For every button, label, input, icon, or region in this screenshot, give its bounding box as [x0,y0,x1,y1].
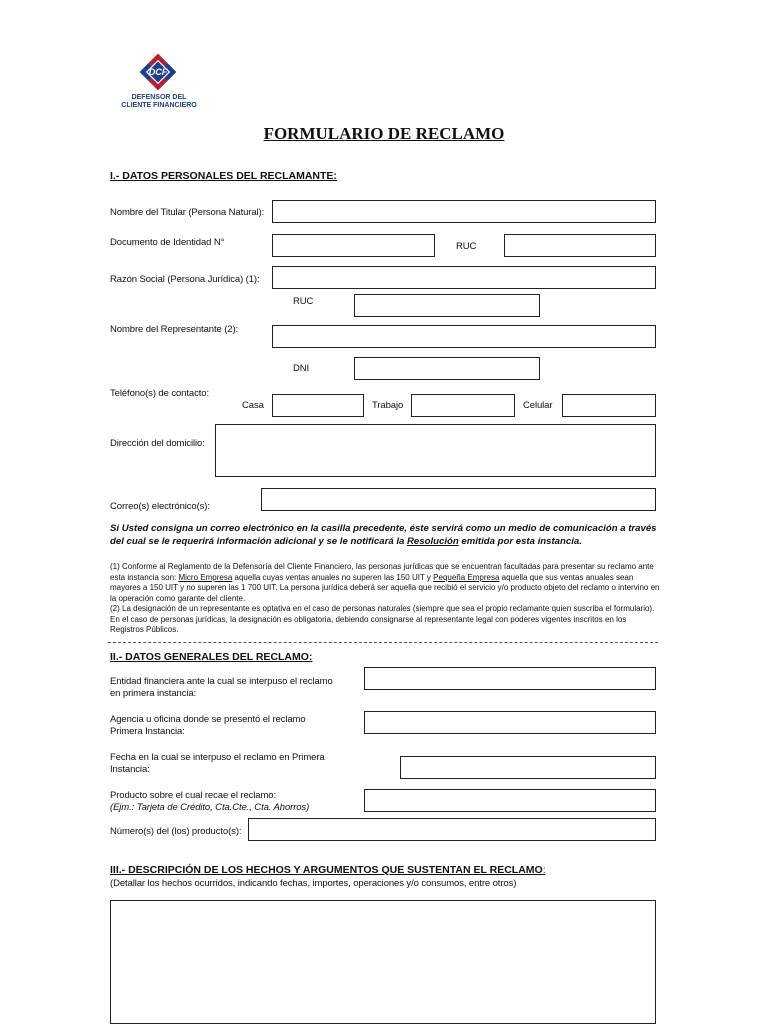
nombre-titular-input[interactable] [272,200,656,223]
correo-label: Correo(s) electrónico(s): [110,501,210,512]
section-1-heading: I.- DATOS PERSONALES DEL RECLAMANTE: [110,170,337,182]
nombre-titular-label: Nombre del Titular (Persona Natural): [110,207,265,218]
razon-social-label: Razón Social (Persona Jurídica) (1): [110,274,260,285]
notice-text-end: emitida por esta instancia. [458,535,582,547]
fecha-label-1: Fecha en la cual se interpuso el reclamo en Primera [110,752,325,763]
logo-badge-text: DCF [148,67,168,77]
producto-label-2: (Ejm.: Tarjeta de Crédito, Cta.Cte., Cta. Ahorros) [110,802,310,813]
agencia-label-2: Primera Instancia: [110,726,185,737]
section-2-heading: II.- DATOS GENERALES DEL RECLAMO: [110,651,313,663]
representante-input[interactable] [272,325,656,348]
section-3-colon: : [542,864,546,876]
trabajo-label: Trabajo [372,400,404,411]
footnote-1-text-c: aquella que sus ventas anuales sean mayores a 150 UIT y no superen las 1 700 UIT. La persona jurídica deberá ser aquella que recibió el servicio y/o producto objeto del reclamo o intervino en la operación como garante del cliente. [110,572,660,603]
footnote-1-text: (1) Conforme al Reglamento de la Defensoría del Cliente Financiero, las personas jurídicas que se encuentran facultadas para presentar su reclamo ante esta instancia son: [110,562,654,582]
agencia-input[interactable] [364,711,656,734]
entidad-label-2: en primera instancia: [110,688,197,699]
email-notice [110,523,660,548]
footnote-1-micro: Micro Empresa [178,572,233,582]
notice-resolucion: Resolución [407,535,459,547]
direccion-label: Dirección del domicilio: [110,438,205,449]
entidad-input[interactable] [364,667,656,690]
producto-input[interactable] [364,789,656,812]
separator-line [108,642,658,643]
documento-label: Documento de Identidad N° [110,237,225,248]
telefono-label: Teléfono(s) de contacto: [110,388,209,399]
razon-social-input[interactable] [272,266,656,289]
notice-text: Si Usted consigna un correo electrónico en la casilla precedente, éste servirá como un medio de comunicación a través del cual se le requerirá información adicional y se le notificará la [110,523,657,547]
descripcion-textarea[interactable] [110,900,656,1024]
telefono-celular-input[interactable] [562,394,656,417]
dni-input[interactable] [354,357,540,380]
form-title [0,124,768,144]
ruc-input[interactable] [504,234,656,257]
logo-line-1: DEFENSOR DEL [131,94,187,101]
ruc-juridica-label: RUC [293,296,314,307]
numero-label: Número(s) del (los) producto(s): [110,826,242,837]
celular-label: Celular [523,400,553,411]
footnote-2: (2) La designación de un representante es optativa en el caso de personas naturales (siempre que sea el propio reclamante quien suscriba el formulario). En el caso de personas jurídicas, la designación es obligatoria, debiendo consignarse al representante legal con poderes vigentes inscritos en los Registros Públicos. [110,604,655,634]
producto-label-1: Producto sobre el cual recae el reclamo: [110,790,277,801]
ruc-juridica-input[interactable] [354,294,540,317]
logo-line-2: CLIENTE FINANCIERO [121,102,197,109]
section-3-instructions: (Detallar los hechos ocurridos, indicando fechas, importes, operaciones y/o consumos, entre otros) [110,878,517,889]
telefono-trabajo-input[interactable] [411,394,515,417]
footnote-1-text-b: aquella cuyas ventas anuales no superen las 150 UIT y [232,572,434,582]
section-3-heading-text: III.- DESCRIPCIÓN DE LOS HECHOS Y ARGUMENTOS QUE SUSTENTAN EL RECLAMO [110,864,543,876]
fecha-input[interactable] [400,756,656,779]
footnote-1-pequena: Pequeña Empresa [433,572,500,582]
section-3-heading [110,864,546,876]
form-title-text: FORMULARIO DE RECLAMO [263,124,505,143]
telefono-casa-input[interactable] [272,394,364,417]
entidad-label-1: Entidad financiera ante la cual se interpuso el reclamo [110,676,333,687]
correo-input[interactable] [261,488,656,511]
representante-label: Nombre del Representante (2): [110,324,239,335]
ruc-label: RUC [456,241,477,252]
agencia-label-1: Agencia u oficina donde se presentó el reclamo [110,714,306,725]
direccion-textarea[interactable] [215,424,656,477]
casa-label: Casa [242,400,264,411]
dni-label: DNI [293,363,310,374]
fecha-label-2: Instancia: [110,764,150,775]
numero-input[interactable] [248,818,656,841]
dcf-logo [118,50,228,112]
documento-input[interactable] [272,234,435,257]
footnote-1 [110,562,660,604]
